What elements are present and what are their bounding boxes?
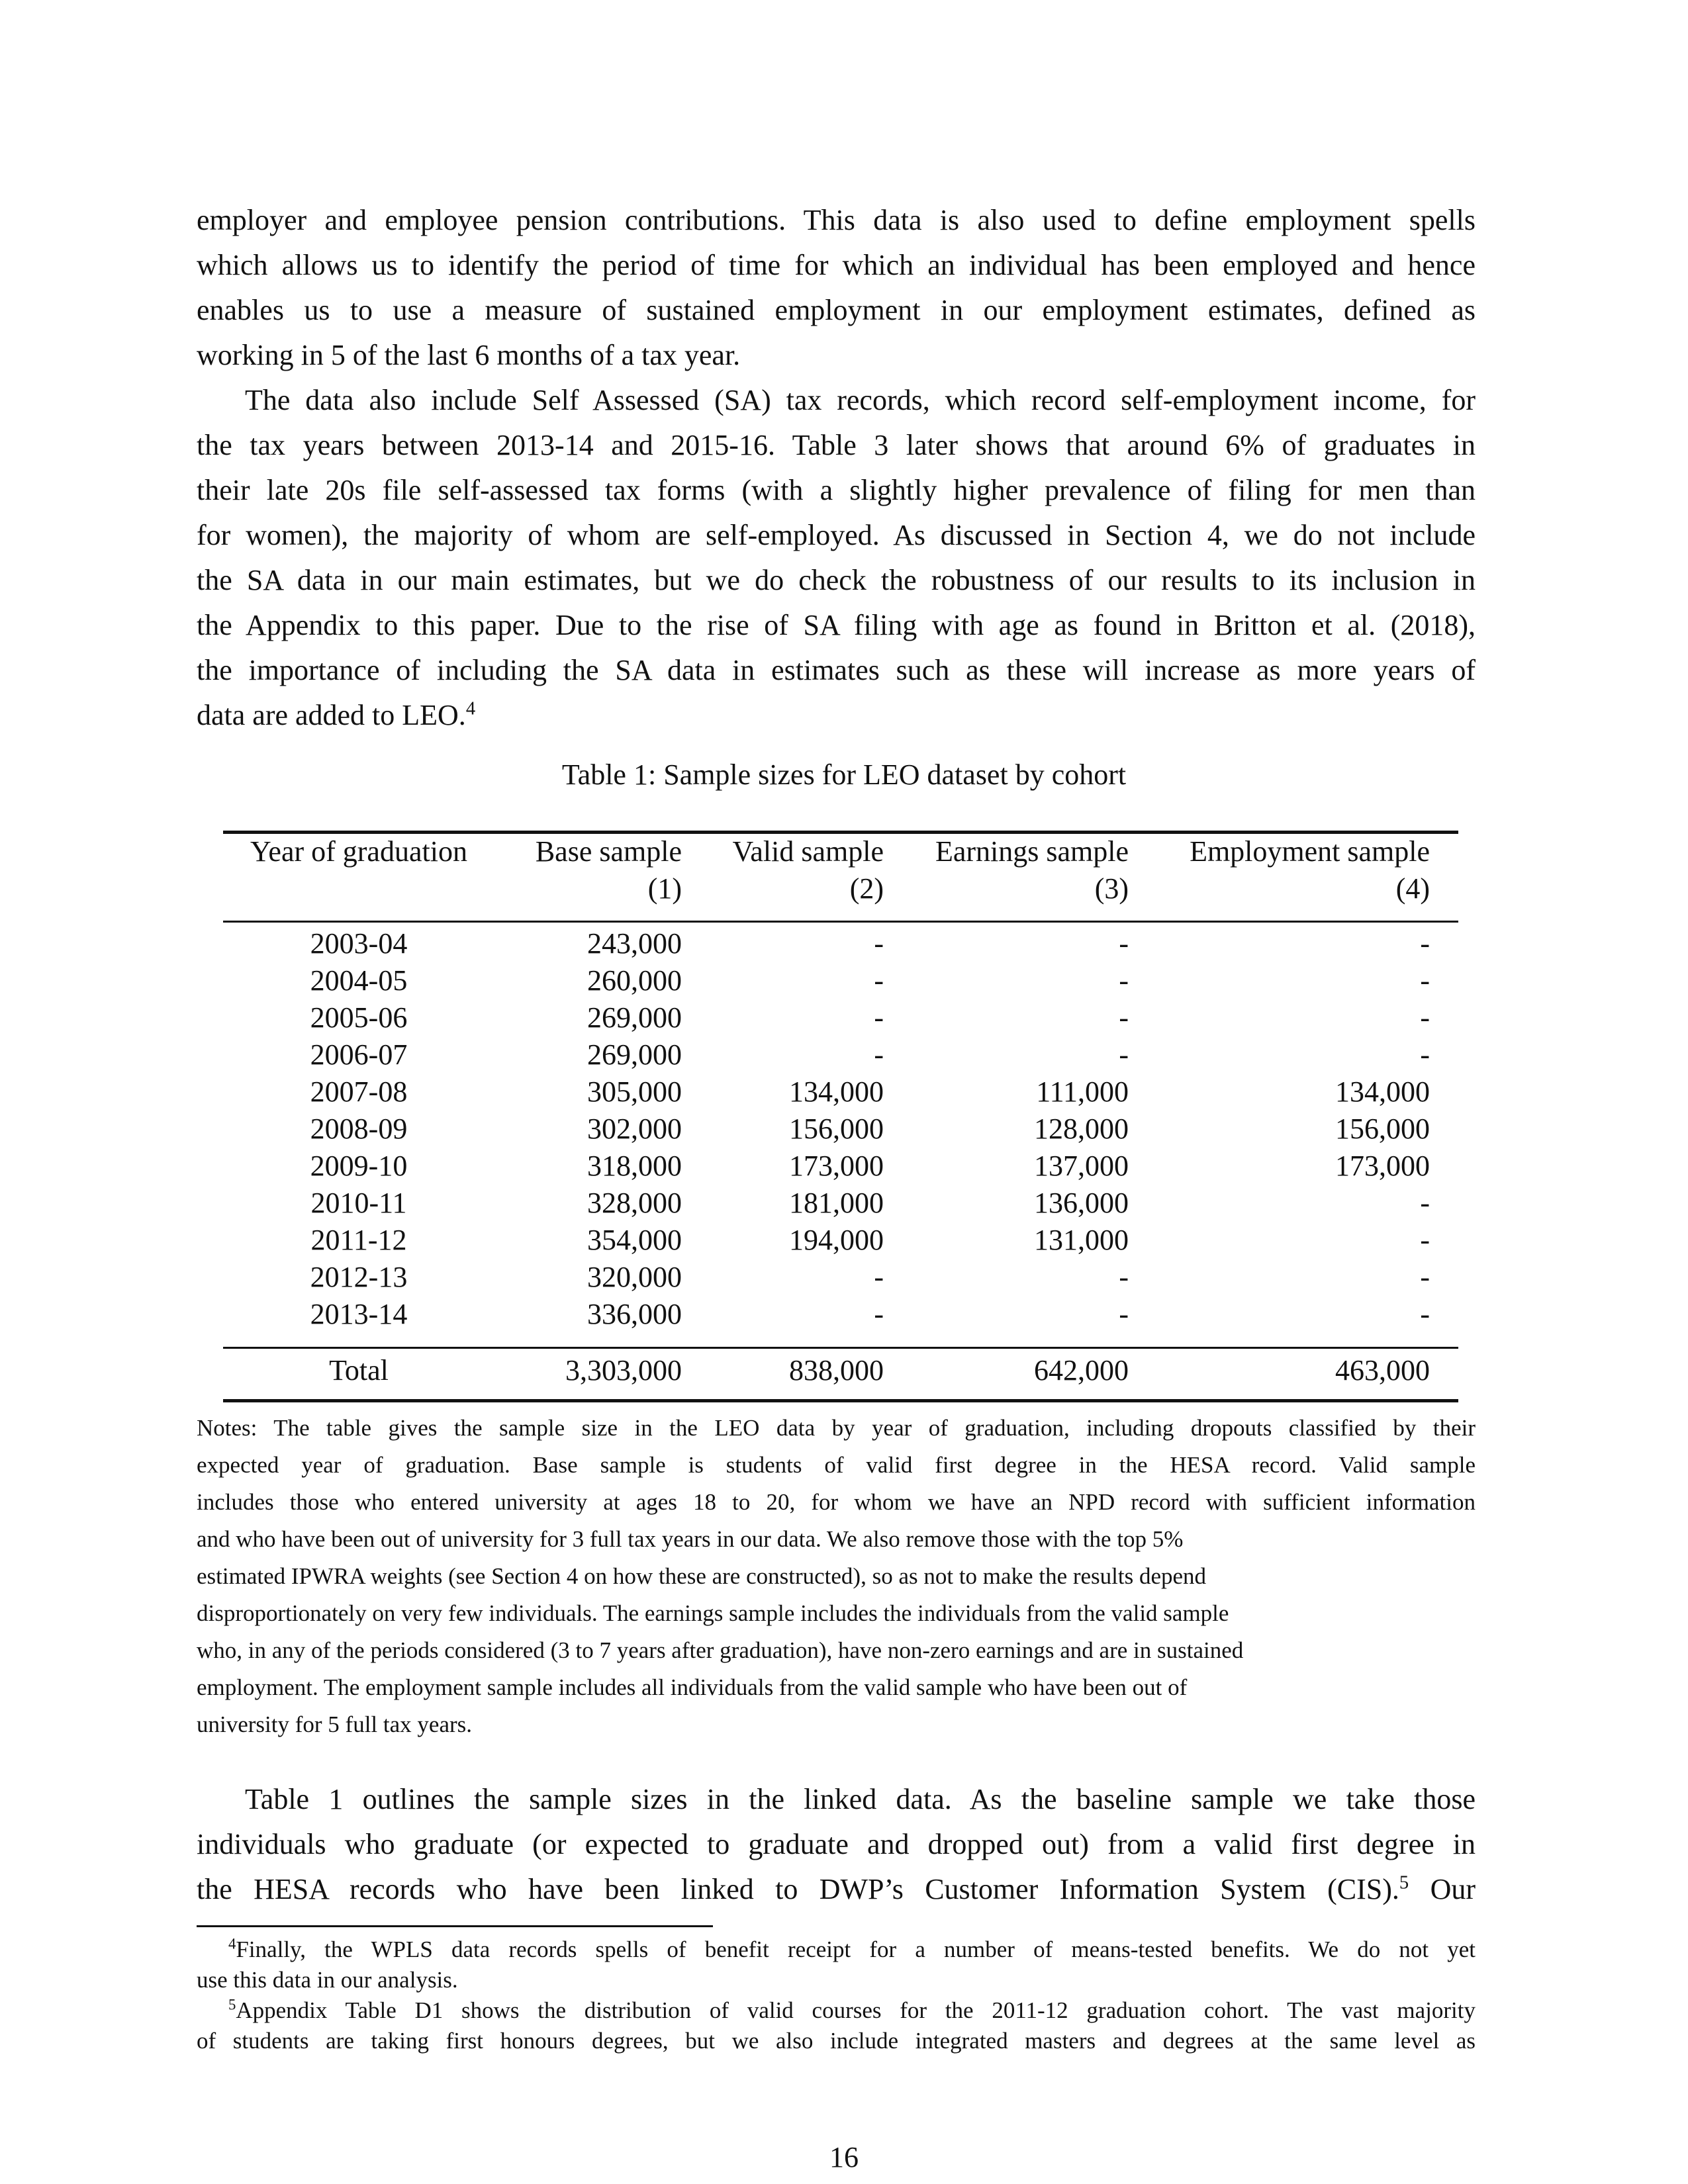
table-bottom-rule [223,1399,1458,1402]
table-total-cell: 642,000 [1034,1354,1129,1387]
footnote-line: of students are taking first honours degrees, but we also include integrated masters and degrees at the same level as [197,2028,1476,2054]
table-total-label: Total [329,1354,389,1387]
table-cell: - [874,964,884,997]
body-line: their late 20s file self-assessed tax forms (with a slightly higher prevalence of filing for men than [197,474,1476,506]
table-cell: 354,000 [587,1224,682,1256]
table-cell: 156,000 [789,1113,884,1145]
table-cell: 181,000 [789,1187,884,1219]
table-cell: - [1119,1298,1129,1330]
table-cell: 111,000 [1036,1075,1129,1108]
table-cell: 136,000 [1034,1187,1129,1219]
table-subheader: (4) [1395,872,1430,905]
table-note-line: who, in any of the periods considered (3 to 7 years after graduation), have non-zero earnings and are in sustained [197,1637,1244,1663]
body-line [197,1873,1476,1906]
table-header: Year of graduation [250,835,467,868]
footnote-ref[interactable]: 5 [1399,1872,1409,1893]
table-cell: 173,000 [1335,1150,1430,1182]
table-note-line: disproportionately on very few individuals. The earnings sample includes the individuals from the valid sample [197,1600,1229,1626]
table-cell: - [1420,1224,1430,1256]
table-cell: - [1119,1261,1129,1293]
footnote-text: Finally, the WPLS data records spells of benefit receipt for a number of means-tested benefits. We do not yet [236,1936,1476,1962]
footnote-text: Appendix Table D1 shows the distribution of valid courses for the 2011-12 graduation cohort. The vast majority [236,1997,1476,2023]
table-header: Base sample [535,835,682,868]
table-row-label: 2006-07 [310,1038,408,1071]
body-line: working in 5 of the last 6 months of a tax year. [197,339,741,371]
body-line-text: data are added to LEO. [197,699,466,731]
table-cell: - [874,1001,884,1034]
table-row-label: 2008-09 [310,1113,408,1145]
table-note-line: estimated IPWRA weights (see Section 4 on how these are constructed), so as not to make the results depend [197,1563,1207,1589]
table-header: Employment sample [1190,835,1430,868]
table-cell: - [1119,927,1129,960]
table-cell: - [1119,1038,1129,1071]
footnote-line [228,1997,1476,2024]
body-line: the importance of including the SA data in estimates such as these will increase as more years of [197,654,1476,686]
table-cell: - [1119,964,1129,997]
body-line: the SA data in our main estimates, but we do check the robustness of our results to its inclusion in [197,564,1476,596]
table-header: Earnings sample [935,835,1129,868]
table-cell: 305,000 [587,1075,682,1108]
table-cell: 156,000 [1335,1113,1430,1145]
table-cell: 336,000 [587,1298,682,1330]
table-cell: 134,000 [789,1075,884,1108]
table-cell: 194,000 [789,1224,884,1256]
table-row-label: 2012-13 [310,1261,408,1293]
footnote-line: use this data in our analysis. [197,1967,458,1993]
table-cell: 131,000 [1034,1224,1129,1256]
table-cell: - [1420,1261,1430,1293]
table-row-label: 2004-05 [310,964,408,997]
table-subheader: (2) [849,872,884,905]
table-cell: 243,000 [587,927,682,960]
table-row-label: 2010-11 [310,1187,407,1219]
body-line: for women), the majority of whom are self-employed. As discussed in Section 4, we do not include [197,519,1476,551]
table-subheader: (3) [1094,872,1129,905]
table-cell: 134,000 [1335,1075,1430,1108]
footnote-mark: 4 [228,1935,236,1952]
table-cell: - [1420,964,1430,997]
table-caption: Table 1: Sample sizes for LEO dataset by cohort [561,758,1127,791]
table-cell: 269,000 [587,1038,682,1071]
table-row-label: 2003-04 [310,927,408,960]
body-line-text: Our [1409,1873,1476,1905]
body-line: Table 1 outlines the sample sizes in the linked data. As the baseline sample we take those [245,1783,1476,1815]
table-row-label: 2013-14 [310,1298,408,1330]
footnote-rule [197,1925,713,1927]
body-line [197,699,1476,732]
table-cell: 128,000 [1034,1113,1129,1145]
table-total-cell: 838,000 [789,1354,884,1387]
table-cell: - [874,1038,884,1071]
table-total-rule [223,1347,1458,1349]
table-cell: 260,000 [587,964,682,997]
table-cell: 318,000 [587,1150,682,1182]
table-cell: 328,000 [587,1187,682,1219]
body-line: employer and employee pension contributions. This data is also used to define employment spells [197,204,1476,236]
table-note-line: university for 5 full tax years. [197,1711,473,1737]
table-cell: 302,000 [587,1113,682,1145]
table-top-rule [223,831,1458,834]
body-line: the Appendix to this paper. Due to the rise of SA filing with age as found in Britton et al. (2018), [197,609,1476,641]
table-total-cell: 3,303,000 [565,1354,682,1387]
table-cell: - [1420,1187,1430,1219]
body-line: the tax years between 2013-14 and 2015-16. Table 3 later shows that around 6% of graduates in [197,429,1476,461]
table-cell: - [874,927,884,960]
table-header-rule [223,921,1458,923]
table-cell: 173,000 [789,1150,884,1182]
table-total-cell: 463,000 [1335,1354,1430,1387]
table-row-label: 2007-08 [310,1075,408,1108]
table-cell: - [1119,1001,1129,1034]
body-line: The data also include Self Assessed (SA) tax records, which record self-employment income, for [245,384,1476,416]
footnote-mark: 5 [228,1996,236,2013]
footnote-line [228,1936,1476,1963]
table-cell: 137,000 [1034,1150,1129,1182]
table-note-line: Notes: The table gives the sample size in the LEO data by year of graduation, including dropouts classified by their [197,1415,1476,1441]
table-note-line: includes those who entered university at ages 18 to 20, for whom we have an NPD record with sufficient information [197,1489,1476,1515]
table-cell: - [1420,1001,1430,1034]
table-row-label: 2011-12 [310,1224,407,1256]
table-cell: 269,000 [587,1001,682,1034]
table-cell: - [874,1261,884,1293]
table-cell: - [1420,1298,1430,1330]
table-subheader: (1) [647,872,682,905]
table-note-line: expected year of graduation. Base sample is students of valid first degree in the HESA record. Valid sample [197,1452,1476,1478]
table-row-label: 2009-10 [310,1150,408,1182]
body-line-text: the HESA records who have been linked to DWP’s Customer Information System (CIS). [197,1873,1399,1905]
table-cell: - [1420,927,1430,960]
footnote-ref[interactable]: 4 [465,698,476,719]
table-cell: 320,000 [587,1261,682,1293]
table-header: Valid sample [732,835,884,868]
table-cell: - [1420,1038,1430,1071]
table-row-label: 2005-06 [310,1001,408,1034]
table-cell: - [874,1298,884,1330]
page-number: 16 [829,2141,859,2173]
table-note-line: employment. The employment sample includes all individuals from the valid sample who have been out of [197,1674,1188,1700]
body-line: individuals who graduate (or expected to graduate and dropped out) from a valid first degree in [197,1828,1476,1860]
body-line: enables us to use a measure of sustained employment in our employment estimates, defined as [197,294,1476,326]
body-line: which allows us to identify the period of time for which an individual has been employed and hence [197,249,1476,281]
table-note-line: and who have been out of university for 3 full tax years in our data. We also remove those with the top 5% [197,1526,1184,1552]
